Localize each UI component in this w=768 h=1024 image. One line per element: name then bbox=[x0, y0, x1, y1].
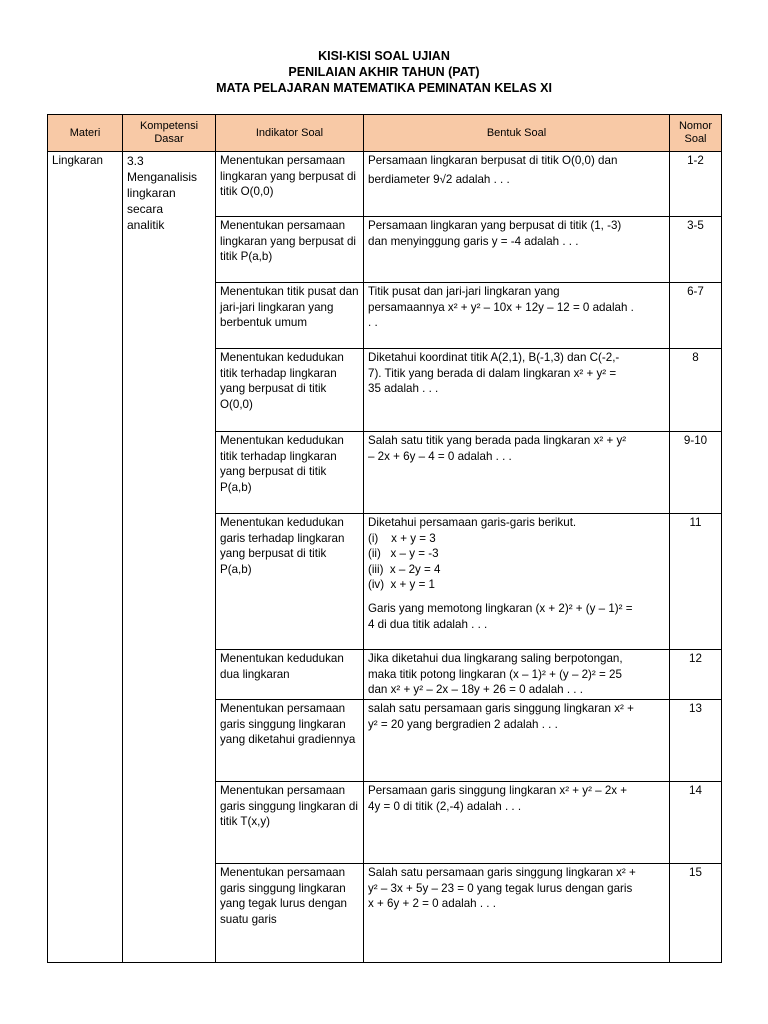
indikator-cell: Menentukan kedudukan garis terhadap lingkaran yang berpusat di titik P(a,b) bbox=[216, 514, 364, 650]
header-nomor-soal: Nomor Soal bbox=[670, 115, 722, 152]
soal-cell: Titik pusat dan jari-jari lingkaran yang persamaannya x² + y² – 10x + 12y – 12 = 0 adalah . . . bbox=[364, 283, 670, 349]
title-line-1: KISI-KISI SOAL UJIAN bbox=[318, 49, 450, 63]
header-materi: Materi bbox=[48, 115, 123, 152]
nomor-cell: 14 bbox=[670, 782, 722, 864]
header-kompetensi-dasar: Kompetensi Dasar bbox=[123, 115, 216, 152]
table-header-row bbox=[48, 115, 722, 152]
header-indikator-soal: Indikator Soal bbox=[216, 115, 364, 152]
soal-cell: Salah satu persamaan garis singgung lingkaran x² + y² – 3x + 5y – 23 = 0 yang tegak lurus dengan garis x + 6y + 2 = 0 adalah . . . bbox=[364, 864, 670, 963]
table-row bbox=[48, 152, 722, 217]
soal-cell: Diketahui persamaan garis-garis berikut. (i) x + y = 3 (ii) x – y = -3 (iii) x – 2y = 4 (iv) x + y = 1 Garis yang memotong lingkaran (x + 2)² + (y – 1)² = 4 di dua titik adalah . . . bbox=[364, 514, 670, 650]
nomor-cell: 12 bbox=[670, 650, 722, 700]
indikator-cell: Menentukan kedudukan titik terhadap lingkaran yang berpusat di titik P(a,b) bbox=[216, 432, 364, 514]
indikator-cell: Menentukan persamaan garis singgung lingkaran yang diketahui gradiennya bbox=[216, 700, 364, 782]
indikator-cell: Menentukan persamaan garis singgung lingkaran di titik T(x,y) bbox=[216, 782, 364, 864]
header-bentuk-soal: Bentuk Soal bbox=[364, 115, 670, 152]
kompetensi-dasar-cell: 3.3 Menganalisis lingkaran secara analitik bbox=[123, 152, 216, 963]
soal-cell: salah satu persamaan garis singgung lingkaran x² + y² = 20 yang bergradien 2 adalah . . . bbox=[364, 700, 670, 782]
indikator-cell: Menentukan persamaan lingkaran yang berpusat di titik P(a,b) bbox=[216, 217, 364, 283]
soal-cell: Persamaan garis singgung lingkaran x² + y² – 2x + 4y = 0 di titik (2,-4) adalah . . . bbox=[364, 782, 670, 864]
document-title bbox=[0, 48, 768, 96]
nomor-cell: 6-7 bbox=[670, 283, 722, 349]
nomor-cell: 13 bbox=[670, 700, 722, 782]
indikator-cell: Menentukan persamaan lingkaran yang berpusat di titik O(0,0) bbox=[216, 152, 364, 217]
nomor-cell: 11 bbox=[670, 514, 722, 650]
indikator-cell: Menentukan kedudukan titik terhadap lingkaran yang berpusat di titik O(0,0) bbox=[216, 349, 364, 432]
nomor-cell: 8 bbox=[670, 349, 722, 432]
soal-cell: Jika diketahui dua lingkarang saling berpotongan, maka titik potong lingkaran (x – 1)² + (y – 2)² = 25 dan x² + y² – 2x – 18y + 26 = 0 adalah . . . bbox=[364, 650, 670, 700]
title-line-3: MATA PELAJARAN MATEMATIKA PEMINATAN KELAS XI bbox=[216, 81, 552, 95]
indikator-cell: Menentukan titik pusat dan jari-jari lingkaran yang berbentuk umum bbox=[216, 283, 364, 349]
indikator-cell: Menentukan kedudukan dua lingkaran bbox=[216, 650, 364, 700]
soal-cell: Diketahui koordinat titik A(2,1), B(-1,3) dan C(-2,- 7). Titik yang berada di dalam lingkaran x² + y² = 35 adalah . . . bbox=[364, 349, 670, 432]
soal-cell: Persamaan lingkaran berpusat di titik O(0,0) dan berdiameter 9√2 adalah . . . bbox=[364, 152, 670, 217]
title-line-2: PENILAIAN AKHIR TAHUN (PAT) bbox=[288, 65, 480, 79]
nomor-cell: 1-2 bbox=[670, 152, 722, 217]
nomor-cell: 15 bbox=[670, 864, 722, 963]
nomor-cell: 9-10 bbox=[670, 432, 722, 514]
soal-cell: Persamaan lingkaran yang berpusat di titik (1, -3) dan menyinggung garis y = -4 adalah . . . bbox=[364, 217, 670, 283]
kisi-kisi-table bbox=[47, 114, 722, 963]
soal-cell: Salah satu titik yang berada pada lingkaran x² + y² – 2x + 6y – 4 = 0 adalah . . . bbox=[364, 432, 670, 514]
materi-cell: Lingkaran bbox=[48, 152, 123, 963]
indikator-cell: Menentukan persamaan garis singgung lingkaran yang tegak lurus dengan suatu garis bbox=[216, 864, 364, 963]
nomor-cell: 3-5 bbox=[670, 217, 722, 283]
